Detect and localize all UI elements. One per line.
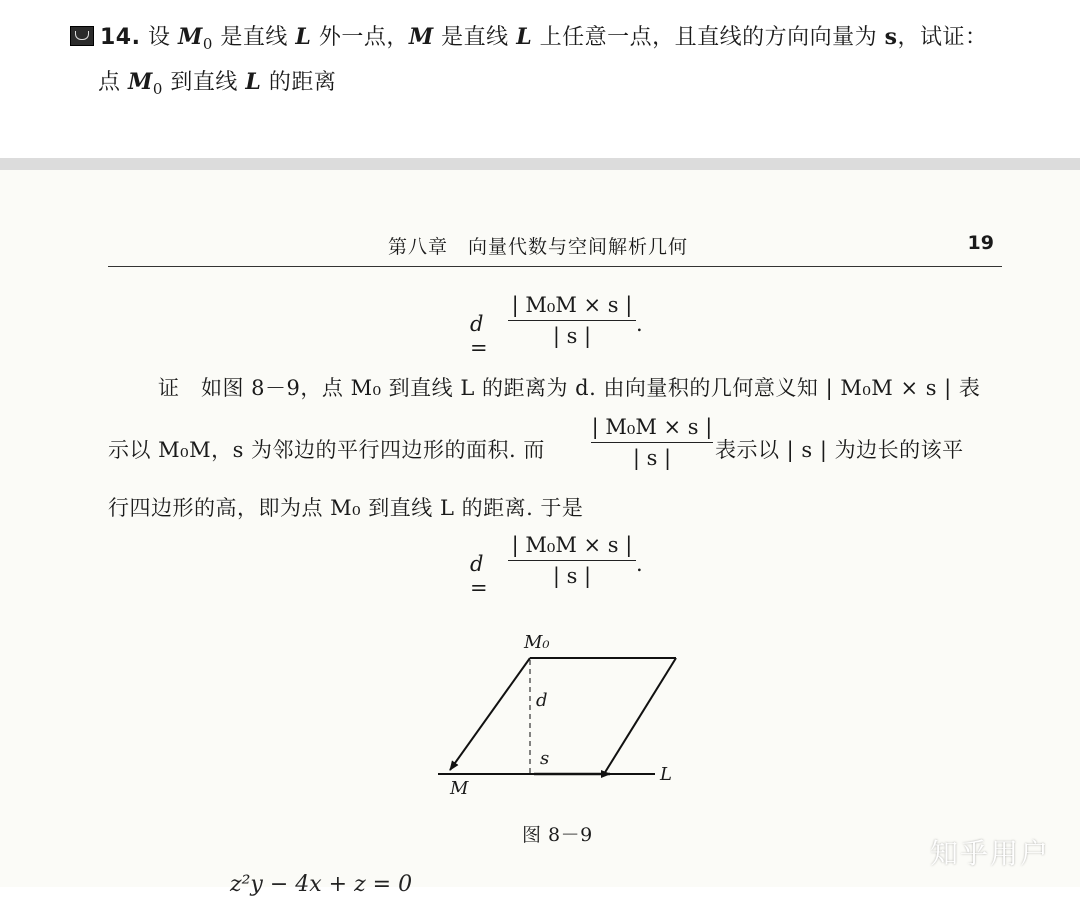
figure-caption: 图 8－9 (522, 824, 593, 846)
text: 的距离 (261, 70, 337, 96)
text: 是直线 (433, 25, 517, 50)
parallelogram-figure (430, 630, 700, 800)
formula-lhs: d = (470, 552, 488, 600)
var-l: L (295, 24, 312, 50)
formula-fraction (508, 530, 636, 591)
label-m: M (450, 778, 469, 799)
cut-off-formula: z²y − 4x + z = 0 (230, 872, 413, 897)
var-l: L (245, 69, 262, 96)
proof-line-2-end: 表示以 | s | 为边长的该平 (715, 438, 964, 462)
proof-line-1: 证 如图 8－9，点 M₀ 到直线 L 的距离为 d. 由向量积的几何意义知 | M₀M × s | 表 (158, 376, 981, 400)
text: 设 (147, 25, 178, 50)
var-m: M (128, 69, 153, 96)
formula-period: . (636, 552, 643, 576)
text: 外一点， (311, 25, 409, 50)
text: 点 (98, 70, 128, 96)
text: ，试证： (897, 25, 988, 50)
formula-fraction (508, 290, 636, 351)
problem-line-1 (70, 18, 1050, 63)
text: 上任意一点，且直线的方向向量为 (532, 25, 885, 50)
formula-lhs: d = (470, 312, 488, 360)
proof-line-2 (108, 412, 1008, 478)
formula-numerator: | M₀M × s | (511, 533, 633, 557)
subscript: 0 (152, 80, 163, 99)
text: 是直线 (212, 25, 296, 50)
proof-line-2-start: 示以 M₀M，s 为邻边的平行四边形的面积. 而 (108, 438, 545, 462)
chapter-title: 第八章 向量代数与空间解析几何 (388, 236, 689, 258)
header-rule (108, 266, 1002, 267)
inline-fraction-numerator: | M₀M × s | (591, 415, 713, 439)
parallelogram-right (604, 658, 676, 774)
problem-statement (70, 18, 1050, 108)
page-number: 19 (967, 232, 994, 254)
label-m0: M₀ (524, 632, 550, 653)
text: 到直线 (162, 70, 246, 96)
vector-m0m (450, 658, 530, 770)
problem-line-2 (70, 63, 1050, 108)
label-s: s (540, 748, 550, 769)
subscript: 0 (202, 35, 213, 54)
inline-fraction-denominator: | s | (632, 446, 672, 470)
label-l: L (660, 764, 672, 785)
formula-numerator: | M₀M × s | (511, 293, 633, 317)
label-d: d (536, 690, 548, 711)
formula-denominator: | s | (552, 564, 592, 588)
inline-fraction (591, 412, 713, 473)
proof-line-3: 行四边形的高，即为点 M₀ 到直线 L 的距离. 于是 (108, 496, 584, 520)
var-s: s (884, 24, 898, 50)
formula-period: . (636, 312, 643, 336)
problem-icon (70, 26, 94, 46)
watermark: 知乎用户 (929, 837, 1050, 870)
var-m: M (408, 24, 434, 50)
problem-number: 14. (100, 25, 141, 50)
var-l: L (516, 24, 533, 50)
section-divider (0, 158, 1080, 170)
formula-denominator: | s | (552, 324, 592, 348)
var-m: M (177, 24, 203, 50)
running-head (108, 232, 1002, 260)
